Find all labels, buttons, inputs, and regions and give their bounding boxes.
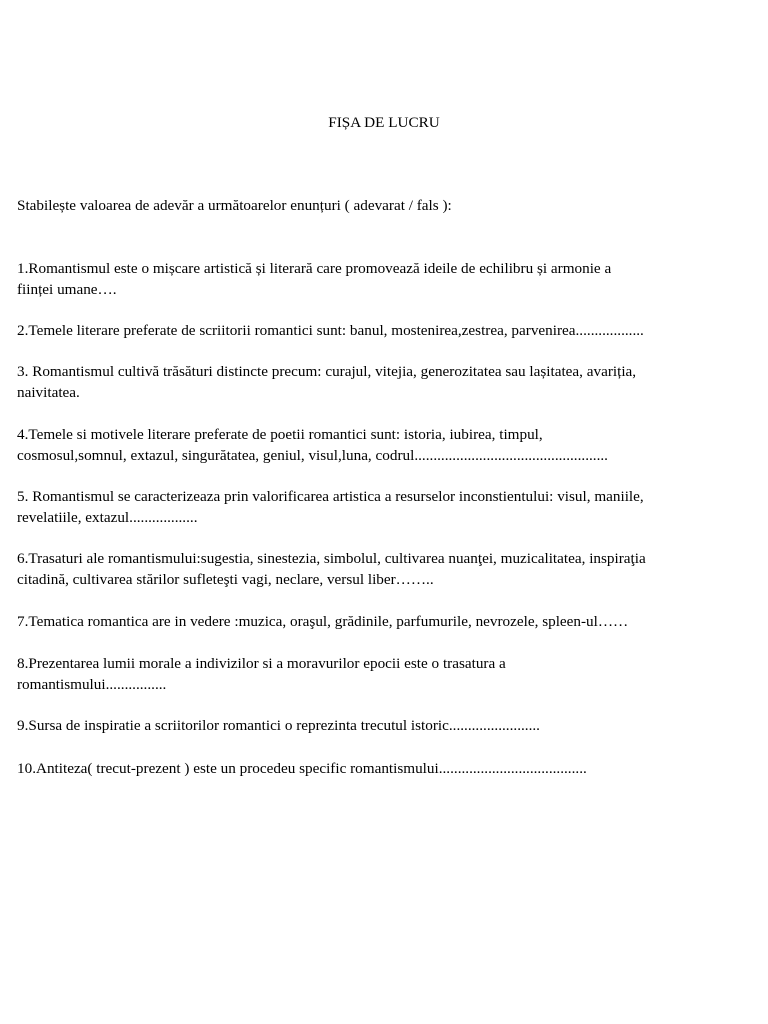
statement-item-3 [17,361,757,403]
statement-line: 8.Prezentarea lumii morale a indivizilor si a moravurilor epocii este o trasatura a [17,655,506,672]
statement-item-6 [17,548,757,590]
statement-item-1 [17,258,757,300]
statement-line: 3. Romantismul cultivă trăsături distincte precum: curajul, vitejia, generozitatea sau lașitatea, avariția, [17,363,637,380]
statement-item-2 [17,320,757,341]
statement-item-4 [17,424,757,466]
statement-line: 5. Romantismul se caracterizeaza prin valorificarea artistica a resurselor inconstientului: visul, maniile, [17,488,644,505]
statement-item-7 [17,611,757,632]
statement-line: 2.Temele literare preferate de scriitorii romantici sunt: banul, mostenirea,zestrea, parvenirea.................. [17,322,644,339]
statement-item-8 [17,653,757,695]
statement-item-9 [17,715,757,736]
statement-line: 4.Temele si motivele literare preferate de poetii romantici sunt: istoria, iubirea, timpul, [17,426,543,443]
statement-line: 10.Antiteza( trecut-prezent ) este un procedeu specific romantismului....................................... [17,760,587,777]
statement-line: citadină, cultivarea stărilor sufleteşti vagi, neclare, versul liber…….. [17,571,434,588]
statement-line: naivitatea. [17,384,80,401]
statement-item-10 [17,758,757,779]
statement-line: 9.Sursa de inspiratie a scriitorilor romantici o reprezinta trecutul istoric........................ [17,717,540,734]
statement-line: romantismului................ [17,676,167,693]
statement-line: revelatiile, extazul.................. [17,509,198,526]
statement-line: 6.Trasaturi ale romantismului:sugestia, sinestezia, simbolul, cultivarea nuanţei, muzicalitatea, inspiraţia [17,550,646,567]
page-title: FIȘA DE LUCRU [328,114,440,131]
statement-line: ființei umane…. [17,281,117,298]
statement-line: 7.Tematica romantica are in vedere :muzica, oraşul, grădinile, parfumurile, nevrozele, spleen-ul…… [17,613,629,630]
statement-line: cosmosul,somnul, extazul, singurătatea, geniul, visul,luna, codrul................................................... [17,447,608,464]
statement-item-5 [17,486,757,528]
statement-line: 1.Romantismul este o mișcare artistică și literară care promovează ideile de echilibru și armonie a [17,260,612,277]
instruction-text: Stabilește valoarea de adevăr a următoarelor enunțuri ( adevarat / fals ): [17,197,452,214]
